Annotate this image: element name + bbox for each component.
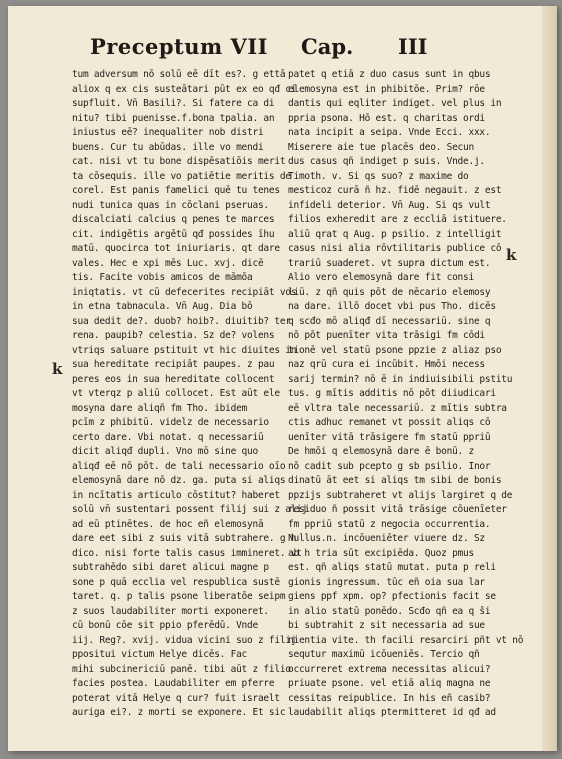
text-line: gionis ingressum. tūc eñ oia sua lar — [288, 576, 485, 588]
text-line: poterat vitā Helye q cur? fuit israelt — [72, 692, 280, 704]
text-line: sone p quā ecclia vel respublica sustē — [72, 576, 280, 588]
text-line: naz qrū cura ei incūbit. Hmōi necess — [288, 359, 485, 370]
text-line: discalciati calcius q penes te marces — [72, 214, 275, 225]
text-line: Miserere aie tue placēs deo. Secun — [288, 141, 474, 153]
margin-marker-left: k — [52, 360, 63, 378]
text-line: occurreret extrema necessitas alicui? — [288, 663, 491, 675]
text-line: cū bonū cōe sit ppio pferēdū. Vnde — [72, 620, 258, 631]
text-line: solū vn̄ sustentari possent filij sui z alij — [72, 504, 308, 515]
text-line: giens ppf xpm. op? pfectionis facit se — [288, 591, 496, 602]
text-line: cit. indigētis argētū qđ possides īhu — [72, 228, 275, 240]
text-line: dicit aliqđ dupli. Vno mō sine quo — [72, 446, 258, 457]
text-line: tionē vel statū psone ppzie z aliaz pso — [288, 344, 502, 356]
text-line: Alio vero elemosynā dare fit consi — [288, 272, 474, 283]
page-edge — [542, 6, 556, 751]
margin-marker-right: k — [506, 246, 517, 264]
text-line: aliox q ex cis susteātari pūt ex eo qđ ci — [72, 83, 297, 95]
text-line: cat. nisi vt tu bone dispēsatiōis merit — [72, 156, 286, 167]
text-line: fm ppriū statū z negocia occurrentia. — [288, 518, 491, 530]
text-line: vt vterqz p aliū collocet. Est aūt ele — [72, 388, 280, 399]
text-line: corel. Est panis famelici quē tu tenes — [72, 185, 280, 196]
text-line: dare eet sibi z suis vitā subtrahere. g h — [72, 533, 297, 544]
text-line: residuo ñ possit vitā trāsige cōuenīeter — [288, 504, 507, 515]
text-line: ta cōsequis. ille vo patiētie meritis de — [72, 170, 291, 182]
text-line: casus nisi alia rōvtilitaris publice cō — [288, 243, 502, 254]
text-line: infideli deterior. Vn̄ Aug. Si qs vult — [288, 199, 491, 211]
text-line: q scđo mō aliqđ dī necessariū. sine q — [288, 315, 491, 327]
text-line: nō pōt puenīter vita trāsigi fm cōdi — [288, 330, 485, 341]
running-head-chapter-number: III — [398, 34, 428, 59]
text-line: matū. quocirca tot iniuriaris. qt dare — [72, 243, 280, 254]
text-line: iniqtatis. vt cū defecerites recipiāt vos — [72, 286, 297, 298]
text-line: subtrahēdo sibi daret alicui magne p — [72, 562, 269, 573]
text-line: supfluit. Vn̄ Basili?. Si fatere ca di — [72, 98, 275, 109]
text-line: nientia vite. th facili resarciri pñt vt nō — [288, 634, 524, 646]
text-line: peres eos in sua hereditate collocent — [72, 373, 275, 385]
text-line: ppzijs subtraheret vt alijs largiret q de — [288, 489, 513, 501]
text-line: Timoth. v. Si qs suo? z maxime do — [288, 170, 469, 182]
text-line: bi subtrahit z sit necessaria ad sue — [288, 620, 485, 631]
text-line: nō cadit sub pcepto g sb psilio. Inor — [288, 460, 491, 472]
text-line: filios exheredit are z eccliā istituere. — [288, 214, 507, 225]
text-line: vtriqs saluare pstituit vt hic diuites in — [72, 344, 297, 356]
text-line: mosyna dare aliqñ fm Tho. ibidem — [72, 402, 248, 414]
book-page — [8, 6, 557, 751]
text-line: auriga ei?. z morti se exponere. Et sic — [72, 707, 286, 718]
text-line: dinatū āt eet si aliqs tm sibi de bonis — [288, 475, 502, 486]
running-head-title: Preceptum VII — [90, 34, 268, 59]
text-line: in etna tabnacula. Vn̄ Aug. Dia bō — [72, 301, 253, 312]
text-line: sequtur maximū icōueniēs. Tercio qñ — [288, 649, 480, 660]
text-line: laudabilit aliqs ptermitteret id qđ ad — [288, 707, 496, 718]
text-line: ppria psona. Hō est. q charitas ordi — [288, 112, 485, 124]
text-line: na dare. illō docet vbi pus Tho. dicēs — [288, 301, 496, 312]
text-line: in alio statū ponēdo. Scđo qñ ea q ŝi — [288, 605, 491, 617]
text-line: z suos laudabiliter morti exponeret. — [72, 605, 269, 617]
text-line: iij. Reg?. xvij. vidua vicini suo z filij — [72, 634, 297, 646]
text-line: ad eū ptinētes. de hoc eñ elemosynā — [72, 518, 264, 530]
text-line: mihi subcinericiū panē. tibi aūt z filio — [72, 663, 291, 675]
text-line: facies postea. Laudabiliter em pferre — [72, 678, 275, 689]
text-line: cessitas reipublice. In his eñ casib? — [288, 692, 491, 704]
text-line: taret. q. p talis psone liberatōe seipm — [72, 591, 286, 602]
text-line: elemosyna est in phibitōe. Prim? rōe — [288, 83, 485, 95]
text-line: aliqđ eē nō pōt. de tali necessario oīo — [72, 460, 286, 472]
text-line: patet q etiā z duo casus sunt in qbus — [288, 69, 491, 80]
text-line: sua dedit de?. duob? hoib?. diuitib? ter — [72, 315, 291, 327]
right-text-column — [288, 68, 524, 721]
text-line: tum adversum nō solū eē dīt es?. g ettā — [72, 69, 286, 80]
left-text-column — [72, 68, 308, 721]
text-line: trariū suaderet. vt supra dictum est. — [288, 257, 491, 269]
text-line: ppositui victum Helye dicēs. Fac — [72, 649, 248, 660]
text-line: ctis adhuc remanet vt possit aliqs cō — [288, 417, 491, 428]
text-line: ab h tria sūt excipiēda. Quoz pmus — [288, 547, 474, 559]
text-line: elemosynā dare nō dz. ga. puta si aliqs — [72, 475, 286, 486]
text-line: vales. Hec e xpi mēs Luc. xvj. dicē — [72, 257, 264, 269]
text-line: sarij termin? nō ē in indiuisibili pstitu — [288, 373, 513, 385]
text-line: tus. g mītis additis nō pōt diiudicari — [288, 388, 496, 399]
text-line: est. qñ aliqs statū mutat. puta p reli — [288, 562, 496, 573]
text-line: nata incipit a seipa. Vnde Ecci. xxx. — [288, 127, 491, 138]
text-line: priuate psone. vel etiā aliq magna ne — [288, 678, 491, 689]
text-line: nudi tunica quas in cōclani pseruas. — [72, 199, 269, 211]
running-head — [8, 34, 556, 64]
text-line: dantis qui eqliter indiget. vel plus in — [288, 98, 502, 109]
text-line: mesticoz curā ñ hz. fidē negauit. z est — [288, 185, 502, 196]
text-line: liū. z qñ quis pōt de nēcario elemosy — [288, 286, 491, 298]
text-line: tis. Facite vobis amicos de māmōa — [72, 272, 253, 283]
running-head-chapter-label: Cap. — [301, 34, 354, 59]
text-line: in ncītatis articulo cōstitut? haberet — [72, 489, 280, 501]
text-line: certo dare. Vbi notat. q necessariū — [72, 431, 264, 443]
text-line: dico. nisi forte talis casus immineret. vt — [72, 547, 302, 559]
text-line: sua hereditate recipiāt paupes. z pau — [72, 359, 275, 370]
text-line: rena. paupib? celestia. Sz de? volens — [72, 330, 275, 341]
text-line: uenīter vitā trāsigere fm statū ppriū — [288, 431, 491, 443]
text-line: pcīm z phibitū. videlz de necessario — [72, 417, 269, 428]
text-line: aliū qrat q Aug. p psilio. z intelligit — [288, 228, 502, 240]
text-line: dus casus qñ indiget p suis. Vnde.j. — [288, 156, 485, 167]
text-line: De hmōi q elemosynā dare ē bonū. z — [288, 446, 474, 457]
text-line: Nullus.n. incōueniēter viuere dz. Sz — [288, 533, 485, 544]
text-line: eē vltra tale necessariū. z mītis subtra — [288, 402, 507, 414]
text-line: buens. Cur tu abūdas. ille vo mendi — [72, 141, 264, 153]
text-line: nitu? tibi puenisse.f.bona tpalia. an — [72, 112, 275, 124]
text-line: iniustus eē? inequaliter nob distri — [72, 127, 264, 138]
